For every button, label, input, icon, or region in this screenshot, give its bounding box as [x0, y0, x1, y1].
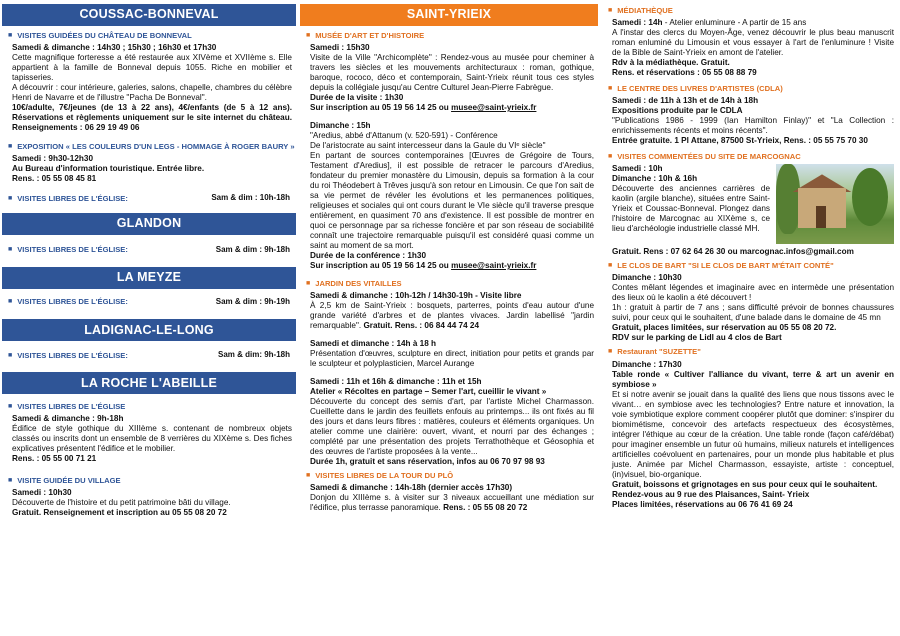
dates-media-rest: - Atelier enluminure - A partir de 15 ans [662, 18, 807, 28]
expo-cdla: Expositions produite par le CDLA [612, 106, 743, 116]
text-conference-a: "Aredius, abbé d'Attanum (v. 520-591) - Conférence [310, 131, 498, 141]
text-marcognac: Découverte des anciennes carrières de kaolin (argile blanche), situées entre Saint-Yrieix et Coussac-Bonneval. Plongez dans l'histoire de Marcognac au XIXème s, ce lieu d'archéologie industrielle classé MH. [612, 184, 770, 234]
text-village-roche: Découverte de l'histoire et du petit patrimoine bâti du village. [12, 498, 231, 508]
text-conference-b: De l'aristocrate au saint intercesseur dans la Gaule du VIᵉ siècle" [310, 141, 546, 151]
heading-marcognac: VISITES COMMENTÉES DU SITE DE MARCOGNAC [617, 152, 801, 162]
text-cdla: "Publications 1986 - 1999 (Ian Hamilton Finlay)" et "La Collection : enrichissements récents et moins récents". [612, 116, 894, 136]
column-middle [300, 4, 598, 634]
bullet-icon: ■ [8, 246, 13, 254]
section-title-ladignac: LADIGNAC-LE-LONG [2, 319, 296, 341]
text-eglise-roche: Édifice de style gothique du XIIIème s. contenant de nombreux objets classés ou inscrits dont un ensemble de 8 verrières du XIXème s. Des fiches explicatives présentent l'édifice et le mobilier. [12, 424, 292, 454]
bart-block [602, 261, 898, 343]
bullet-icon: ■ [306, 472, 311, 480]
glandon-eglise-block [2, 245, 296, 255]
marcognac-block [602, 152, 898, 257]
dates-expo: Samedi : 9h30-12h30 [12, 154, 94, 164]
dates-jardin-3: Samedi : 11h et 16h & dimanche : 11h et 15h [310, 377, 482, 387]
dates-musee: Samedi : 15h30 [310, 43, 370, 53]
heading-eglise-coussac: VISITES LIBRES DE L'ÉGLISE: [17, 193, 128, 203]
coussac-expo-block [2, 142, 296, 184]
marcognac-photo [776, 164, 894, 244]
rens-jardin: Gratuit. Rens. : 06 84 44 74 24 [363, 321, 480, 331]
heading-expo: EXPOSITION « LES COULEURS D'UN LEGS - HOMMAGE À ROGER BAURY » [17, 142, 295, 152]
inscr-conference: Sur inscription au 05 19 56 14 25 ou [310, 261, 452, 271]
dates-jardin-2: Samedi et dimanche : 14h à 18 h [310, 339, 437, 349]
heading-bart: LE CLOS DE BART "SI LE CLOS DE BART M'ÉTAIT CONTÉ" [617, 261, 834, 271]
dates-suzette: Dimanche : 17h30 [612, 359, 682, 369]
dates-eglise-ladignac: Sam & dim: 9h-18h [217, 350, 290, 360]
media-block [602, 6, 898, 78]
bullet-icon: ■ [8, 477, 13, 485]
rens-village-roche: Gratuit. Renseignement et inscription au 05 55 08 20 72 [12, 508, 227, 518]
section-title-saint-yrieix: SAINT-YRIEIX [300, 4, 598, 26]
heading-eglise-ladignac: VISITES LIBRES DE L'ÉGLISE: [17, 350, 128, 360]
musee-block [300, 31, 598, 271]
atelier-title: Atelier « Récoltes en partage – Semer l'art, cueillir le vivant » [310, 387, 547, 397]
email-link-conference[interactable]: musee@saint-yrieix.fr [451, 261, 537, 271]
heading-cdla: LE CENTRE DES LIVRES D'ARTISTES (CDLA) [617, 84, 783, 94]
duree-musee: Durée de la visite : 1h30 [310, 93, 404, 103]
text-suzette: Et si notre avenir se jouait dans la qualité des liens que nous tissons avec le vivant… en symbiose avec les technologies? Entre nature et innovation, la voie symbiotique explore comment coopérer plutôt que dominer: s'inspirer du biomimétisme, concevoir des artefacts respectueux des écosystèmes, intégrer l'éthique au cœur de la création. Une table ronde (façon café/débat) pour imaginer ensemble un futur où humains, milieux naturels et intelligences artificielles coévoluent en partenaires, pour un monde plus habitable et plus juste. Animée par Michel Charmasson, essayiste, artiste : conceptuel, (in)visuel, bio-organique. [612, 389, 894, 479]
text-chateau: Cette magnifique forteresse a été restaurée aux XIVème et XVIIème s. Elle appartient à la famille de Bonneval depuis 1055. Riche en mobilier et tapisseries. [12, 53, 292, 83]
tour-block [300, 471, 598, 513]
suzette-block [602, 347, 898, 509]
text-chateau-2: A découvrir : cour intérieure, galeries, salons, chapelle, chambres du célèbre Henri de Navarre et de l'illustre "Pacha De Bonneval". [12, 83, 292, 103]
heading-village-roche: VISITE GUIDÉE DU VILLAGE [17, 476, 121, 486]
heading-eglise-roche: VISITES LIBRES DE L'ÉGLISE [17, 402, 126, 412]
email-link-musee[interactable]: musee@saint-yrieix.fr [451, 103, 537, 113]
heading-tour: VISITES LIBRES DE LA TOUR DU PLÔ [315, 471, 454, 481]
rens-cdla: Entrée gratuite. 1 Pl Attane, 87500 St-Yrieix, Rens. : 05 55 75 70 30 [612, 136, 868, 146]
text-jardin-2: Présentation d'œuvres, sculpture en direct, initiation pour petits et grands par le sculpteur et polyplasticien, Marcel Aurange [310, 349, 594, 369]
heading-chateau: VISITES GUIDÉES DU CHÂTEAU DE BONNEVAL [17, 31, 192, 40]
section-title-coussac: COUSSAC-BONNEVAL [2, 4, 296, 26]
text-tour: Donjon du XIIIème s. à visiter sur 3 niveaux accueillant une médiation sur l'édifice, plus terrasse panoramique. [310, 493, 594, 513]
heading-media: MÉDIATHÈQUE [617, 6, 673, 15]
bullet-icon: ■ [608, 7, 613, 14]
res-suzette: Places limitées, réservations au 06 76 41 69 24 [612, 499, 793, 509]
cdla-block [602, 84, 898, 146]
coussac-eglise-block [2, 193, 296, 203]
bullet-icon: ■ [608, 153, 613, 161]
bullet-icon: ■ [306, 32, 311, 39]
text-jardin-3: Découverte du concept des semis d'art, par l'artiste Michel Charmasson. Cueillette dans le jardin des feuillets enfouis au printemps... ils ont fixés au fil des jours et dans leurs fibres : matières, couleurs et éléments organiques. Un atelier comme une clairière: ouvert, vivant, et nourri par des échanges ; complété par une présentation des projets Terrathothèque et Géosophia et des œuvres de l'artiste proposées à la vente... [310, 397, 594, 457]
dates-marcognac-2: Dimanche : 10h & 16h [612, 174, 698, 184]
bullet-icon: ■ [8, 194, 13, 202]
rdv-suzette: Rendez-vous au 9 rue des Plaisances, Saint- Yrieix [612, 489, 810, 499]
dates-eglise-coussac: Sam & dim : 10h-18h [211, 193, 290, 203]
dates-eglise-meyze: Sam & dim : 9h-19h [215, 296, 290, 306]
dates-bart: Dimanche : 10h30 [612, 273, 682, 283]
bullet-icon: ■ [8, 298, 13, 306]
text-conference-c: En partant de sources contemporaines [Œuvres de Grégoire de Tours, Testament d'Aredius], il est possible de retracer le parcours d'Aredius, fondateur du premier monastère du Limousin, depuis sa formation à la cour du roi Théodebert à Trêves jusqu'à son retour en Limousin. Ce que l'on sait de sa vie permet de révéler les évolutions et les permanences politiques, religieuses et sociales qui ont cours durant le VIe siècle qu'il traverse presque entièrement, en quasiment 70 ans d'existence. Il est possible de montrer en quoi ce personnage par sa richesse foncière et par son réseau de sociabilité connaît une trajectoire remarquable puisqu'il est considéré quasi comme un saint au moment de sa mort. [310, 151, 594, 251]
dates-jardin: Samedi & dimanche : 10h-12h / 14h30-19h - Visite libre [310, 291, 522, 301]
dates-conference: Dimanche : 15h [310, 121, 371, 131]
duree-conference: Durée de la conférence : 1h30 [310, 251, 427, 261]
jardin-block [300, 279, 598, 467]
rdv-bart: RDV sur le parking de Lidl au 4 clos de Bart [612, 333, 782, 343]
bullet-icon: ■ [8, 351, 13, 359]
place-expo: Au Bureau d'information touristique. Entrée libre. [12, 164, 205, 174]
duree-jardin: Durée 1h, gratuit et sans réservation, infos au 06 70 97 98 93 [310, 457, 545, 467]
section-title-glandon: GLANDON [2, 213, 296, 235]
roche-village-block [2, 476, 296, 518]
rdv-media: Rdv à la médiathèque. Gratuit. [612, 58, 730, 68]
bullet-icon: ■ [608, 85, 613, 93]
rens-expo: Rens. : 05 55 08 45 81 [12, 174, 97, 184]
dates-tour: Samedi & dimanche : 14h-18h (dernier accès 17h30) [310, 483, 513, 493]
dates-media: Samedi : 14h [612, 18, 663, 28]
title-suzette: Table ronde « Cultiver l'alliance du vivant, terre & art un avenir en symbiose » [612, 369, 894, 389]
bullet-icon: ■ [8, 32, 13, 39]
bullet-icon: ■ [8, 143, 13, 151]
column-left [2, 4, 296, 634]
dates-eglise-roche: Samedi & dimanche : 9h-18h [12, 414, 124, 424]
price-chateau: 10€/adulte, 7€/jeunes (de 13 à 22 ans), 4€/enfants (de 5 à 12 ans). Réservations et règlements uniquement sur le site internet du château. Renseignements : 06 29 19 49 06 [12, 103, 292, 133]
dates-eglise-glandon: Sam & dim : 9h-18h [215, 244, 290, 254]
bullet-icon: ■ [608, 348, 613, 356]
inscr-musee: Sur inscription au 05 19 56 14 25 ou [310, 103, 452, 113]
heading-musee: MUSÉE D'ART ET D'HISTOIRE [315, 31, 425, 40]
rens-tour: Rens. : 05 55 08 20 72 [443, 503, 528, 513]
rens-media: Rens. et réservations : 05 55 08 88 79 [612, 68, 757, 78]
section-title-roche: LA ROCHE L'ABEILLE [2, 372, 296, 394]
bullet-icon: ■ [306, 280, 311, 288]
section-title-meyze: LA MEYZE [2, 267, 296, 289]
ladignac-eglise-block [2, 350, 296, 360]
dates-cdla: Samedi : de 11h à 13h et de 14h à 18h [612, 96, 759, 106]
heading-eglise-meyze: VISITES LIBRES DE L'ÉGLISE: [17, 297, 128, 307]
bullet-icon: ■ [608, 262, 613, 270]
text-bart-2: 1h : gratuit à partir de 7 ans ; sans difficulté prévoir de bonnes chaussures suivi, pour ceux qui le souhaitent, d'une balade dans le domaine de 45 mn [612, 303, 894, 323]
heading-eglise-glandon: VISITES LIBRES DE L'ÉGLISE: [17, 245, 128, 255]
text-bart: Contes mêlant légendes et imaginaire avec en intermède une présentation des lieux où le kaolin a été découvert ! [612, 283, 894, 303]
meyze-eglise-block [2, 297, 296, 307]
rens-eglise-roche: Rens. : 05 55 00 71 21 [12, 454, 97, 464]
dates-marcognac-1: Samedi : 10h [612, 164, 663, 174]
heading-jardin: JARDIN DES VITAILLES [315, 279, 402, 289]
dates-chateau: Samedi & dimanche : 14h30 ; 15h30 ; 16h30 et 17h30 [12, 43, 217, 53]
roche-eglise-block [2, 402, 296, 464]
heading-suzette: Restaurant "SUZETTE" [617, 347, 701, 357]
text-jardin: À 2,5 km de Saint-Yrieix : bosquets, parterres, points d'eau autour d'une grande variété d'arbres et de plantes vivaces. Jardin labellisé "jardin remarquable". [310, 301, 594, 331]
info-suzette: Gratuit, boissons et grignotages en sus pour ceux qui le souhaitent. [612, 479, 878, 489]
dates-village-roche: Samedi : 10h30 [12, 488, 72, 498]
bullet-icon: ■ [8, 403, 13, 411]
text-media: A l'instar des clercs du Moyen-Âge, venez découvrir le plus beau manuscrit roman enluminé du Limousin et vous essayer à l'art de l'enluminure ! Visite de la Bible de Saint-Yrieix en amont de l'atelier. [612, 28, 894, 58]
coussac-chateau-block [2, 31, 296, 133]
column-right [602, 4, 898, 634]
rens-marcognac: Gratuit. Rens : 07 62 64 26 30 ou marcognac.infos@gmail.com [612, 247, 854, 257]
info-bart: Gratuit, places limitées, sur réservation au 05 55 08 20 72. [612, 323, 837, 333]
text-musee: Visite de la Ville "Archicomplète" : Rendez-vous au musée pour cheminer à travers les siècles et les mouvements architecturaux : roman, gothique, baroque, rococo, déco et contemporain, Saint-Yrieix réunit tous ces styles depuis la collégiale jusqu'au Centre Culturel Jean-Pierre Fabrègue. [310, 53, 594, 93]
